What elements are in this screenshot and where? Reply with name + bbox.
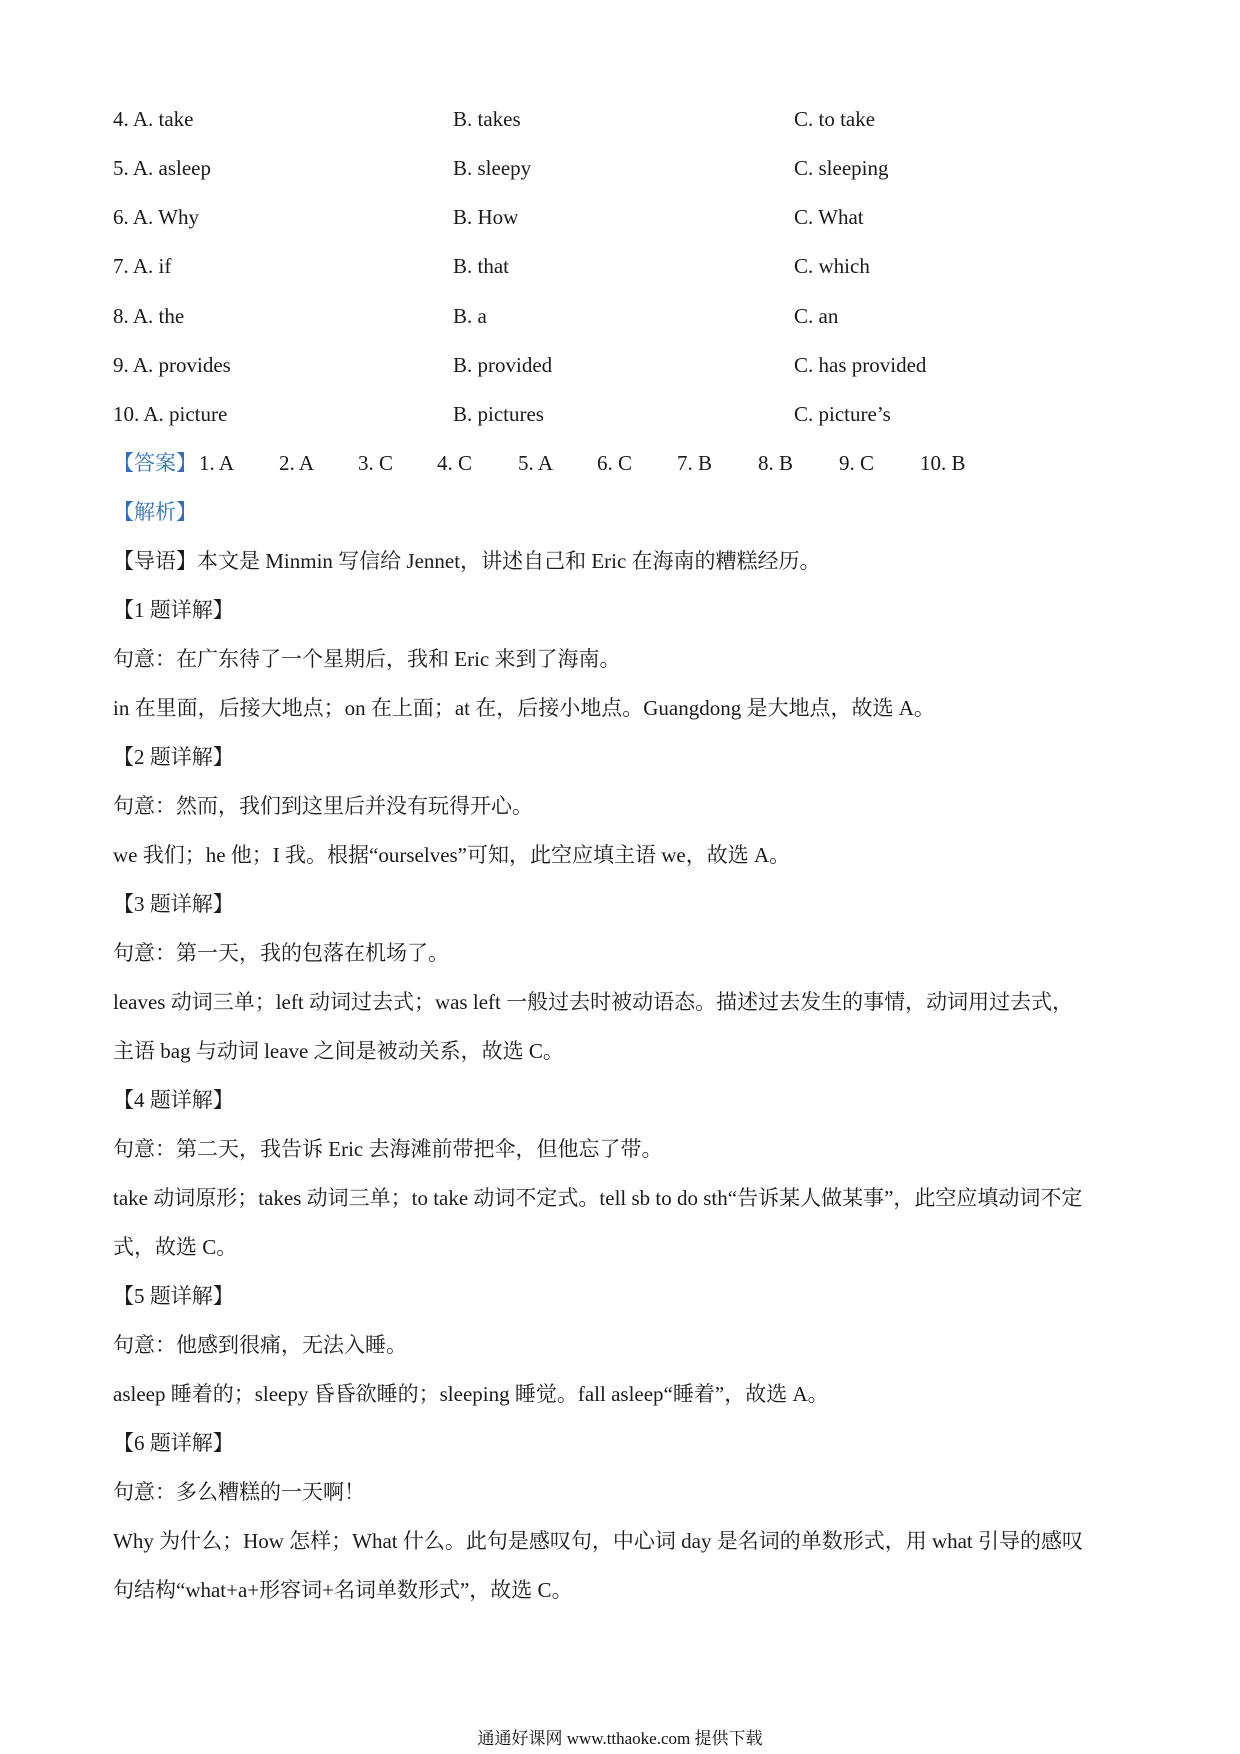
page-footer: 通通好课网 www.tthaoke.com 提供下载 bbox=[477, 1729, 763, 1748]
answer-item: 5. A bbox=[518, 451, 554, 475]
explanation-line: asleep 睡着的；sleepy 昏昏欲睡的；sleeping 睡觉。fall asleep“睡着”，故选 A。 bbox=[113, 1382, 829, 1406]
explanation-line: 主语 bag 与动词 leave 之间是被动关系，故选 C。 bbox=[113, 1039, 564, 1063]
option-c: C. has provided bbox=[794, 353, 927, 377]
option-c: C. What bbox=[794, 205, 864, 229]
explanation-line: 句结构“what+a+形容词+名词单数形式”，故选 C。 bbox=[113, 1578, 573, 1602]
option-row bbox=[113, 345, 1153, 385]
explanation-line: leaves 动词三单；left 动词过去式；was left 一般过去时被动语态。描述过去发生的事情，动词用过去式， bbox=[113, 990, 1074, 1014]
explanation-line: we 我们；he 他；I 我。根据“ourselves”可知，此空应填主语 we，故选 A。 bbox=[113, 843, 791, 867]
option-a: 8. A. the bbox=[113, 304, 185, 328]
option-c: C. to take bbox=[794, 107, 876, 131]
answer-item: 9. C bbox=[839, 451, 875, 475]
option-c: C. picture’s bbox=[794, 402, 891, 426]
option-b: B. takes bbox=[453, 107, 521, 131]
explanation-line: take 动词原形；takes 动词三单；to take 动词不定式。tell sb to do sth“告诉某人做某事”，此空应填动词不定 bbox=[113, 1186, 1083, 1210]
explanation-line: 句意：在广东待了一个星期后，我和 Eric 来到了海南。 bbox=[113, 647, 621, 671]
section-heading: 【2 题详解】 bbox=[113, 745, 234, 769]
option-a: 10. A. picture bbox=[113, 402, 228, 426]
option-row bbox=[113, 99, 1153, 139]
intro-line: 【导语】本文是 Minmin 写信给 Jennet，讲述自己和 Eric 在海南的糟糕经历。 bbox=[113, 549, 821, 573]
answer-item: 4. C bbox=[437, 451, 473, 475]
section-heading: 【5 题详解】 bbox=[113, 1284, 234, 1308]
option-a: 4. A. take bbox=[113, 107, 194, 131]
answer-item: 8. B bbox=[758, 451, 794, 475]
explanation-line: 句意：多么糟糕的一天啊！ bbox=[113, 1480, 365, 1504]
answer-item: 7. B bbox=[677, 451, 713, 475]
answer-row bbox=[113, 443, 1153, 483]
explanation-line: 式，故选 C。 bbox=[113, 1235, 238, 1259]
answer-item: 6. C bbox=[597, 451, 633, 475]
explanation-line: in 在里面，后接大地点；on 在上面；at 在，后接小地点。Guangdong 是大地点，故选 A。 bbox=[113, 696, 935, 720]
analysis-label: 【解析】 bbox=[113, 500, 197, 524]
option-c: C. an bbox=[794, 304, 839, 328]
option-b: B. a bbox=[453, 304, 487, 328]
option-a: 7. A. if bbox=[113, 254, 172, 278]
option-row bbox=[113, 148, 1153, 188]
option-b: B. pictures bbox=[453, 402, 544, 426]
option-a: 6. A. Why bbox=[113, 205, 199, 229]
answer-item: 1. A bbox=[199, 451, 235, 475]
explanation-line: 句意：然而，我们到这里后并没有玩得开心。 bbox=[113, 794, 533, 818]
explanation-line: 句意：第一天，我的包落在机场了。 bbox=[113, 941, 449, 965]
option-row bbox=[113, 394, 1153, 434]
answer-item: 3. C bbox=[358, 451, 394, 475]
answer-item: 2. A bbox=[279, 451, 315, 475]
option-b: B. provided bbox=[453, 353, 553, 377]
option-row bbox=[113, 296, 1153, 336]
explanation-line: 句意：第二天，我告诉 Eric 去海滩前带把伞，但他忘了带。 bbox=[113, 1137, 663, 1161]
explanation-line: Why 为什么；How 怎样；What 什么。此句是感叹句，中心词 day 是名词的单数形式，用 what 引导的感叹 bbox=[113, 1529, 1084, 1553]
option-row bbox=[113, 246, 1153, 286]
answer-item: 10. B bbox=[920, 451, 966, 475]
option-a: 5. A. asleep bbox=[113, 156, 211, 180]
option-c: C. which bbox=[794, 254, 870, 278]
section-heading: 【3 题详解】 bbox=[113, 892, 234, 916]
option-c: C. sleeping bbox=[794, 156, 889, 180]
explanation-line: 句意：他感到很痛，无法入睡。 bbox=[113, 1333, 407, 1357]
option-a: 9. A. provides bbox=[113, 353, 231, 377]
option-b: B. How bbox=[453, 205, 519, 229]
section-heading: 【6 题详解】 bbox=[113, 1431, 234, 1455]
option-row bbox=[113, 197, 1153, 237]
option-b: B. sleepy bbox=[453, 156, 532, 180]
section-heading: 【4 题详解】 bbox=[113, 1088, 234, 1112]
answer-label: 【答案】 bbox=[113, 451, 197, 475]
option-b: B. that bbox=[453, 254, 509, 278]
section-heading: 【1 题详解】 bbox=[113, 598, 234, 622]
